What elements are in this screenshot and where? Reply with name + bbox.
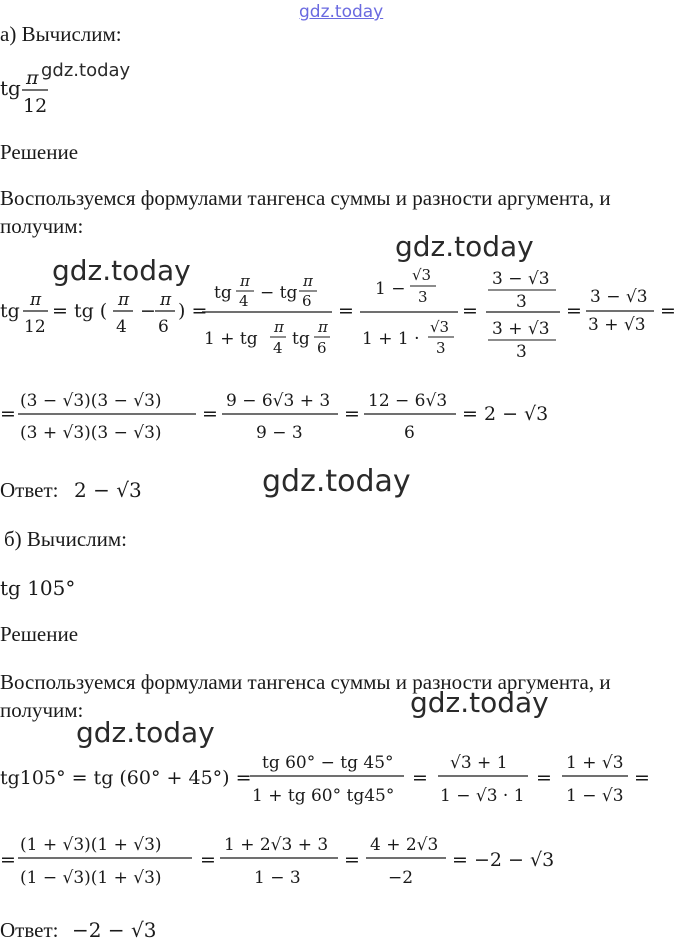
svg-text:=: = <box>202 403 218 425</box>
svg-text:=: = <box>462 300 478 322</box>
svg-text:= tg (: = tg ( <box>52 300 108 322</box>
part-b-formula-line2 <box>0 828 682 903</box>
part-b-formula-line1 <box>0 746 682 821</box>
svg-text:tg105° = tg (60° + 45°) =: tg105° = tg (60° + 45°) = <box>0 767 252 789</box>
svg-text:1 − √3: 1 − √3 <box>566 786 624 806</box>
svg-text:tg: tg <box>0 300 20 322</box>
svg-text:1 + √3: 1 + √3 <box>566 753 624 773</box>
svg-text:=: = <box>200 849 216 871</box>
svg-text:3 + √3: 3 + √3 <box>588 315 646 335</box>
part-b-solution-label: Решение <box>0 622 79 646</box>
watermark-a2: gdz.today <box>52 254 191 287</box>
part-a-intro-line1: Воспользуемся формулами тангенса суммы и разности аргумента, и <box>0 186 611 210</box>
svg-text:π: π <box>26 67 39 89</box>
svg-text:=: = <box>344 403 360 425</box>
svg-text:=: = <box>344 849 360 871</box>
svg-text:1 + 2√3 + 3: 1 + 2√3 + 3 <box>224 835 329 855</box>
svg-text:π: π <box>274 318 284 336</box>
svg-text:= 2 − √3: = 2 − √3 <box>462 403 549 425</box>
svg-text:3 + √3: 3 + √3 <box>492 319 550 339</box>
svg-text:− tg: − tg <box>260 283 298 303</box>
svg-text:π: π <box>30 290 42 310</box>
svg-text:=: = <box>634 767 650 789</box>
svg-text:3: 3 <box>436 339 446 357</box>
svg-text:= −2 − √3: = −2 − √3 <box>452 849 555 871</box>
svg-text:3 − √3: 3 − √3 <box>590 287 648 307</box>
watermark-b1: gdz.today <box>410 686 549 719</box>
svg-text:√3: √3 <box>412 266 432 284</box>
svg-text:π: π <box>318 318 328 336</box>
svg-text:tg 60° − tg 45°: tg 60° − tg 45° <box>262 753 394 773</box>
part-b-answer-label: Ответ: <box>0 918 59 942</box>
part-b-intro-line1: Воспользуемся формулами тангенса суммы и разности аргумента, и <box>0 670 611 694</box>
svg-text:1 + tg: 1 + tg <box>204 329 258 349</box>
svg-text:9 − 6√3 + 3: 9 − 6√3 + 3 <box>226 391 331 411</box>
svg-text:(1 − √3)(1 + √3): (1 − √3)(1 + √3) <box>20 868 162 888</box>
svg-text:=: = <box>660 300 676 322</box>
svg-text:=: = <box>536 767 552 789</box>
svg-text:tg: tg <box>0 76 21 100</box>
svg-text:1 −: 1 − <box>375 279 406 299</box>
svg-text:√3 + 1: √3 + 1 <box>450 753 508 773</box>
svg-text:π: π <box>303 272 313 290</box>
svg-text:1 + tg 60° tg45°: 1 + tg 60° tg45° <box>252 786 395 806</box>
svg-text:1 − √3 · 1: 1 − √3 · 1 <box>440 786 525 806</box>
svg-text:12: 12 <box>24 317 46 337</box>
watermark-b2: gdz.today <box>76 716 215 749</box>
svg-text:π: π <box>160 290 172 310</box>
part-b-expression: tg 105° <box>0 576 76 600</box>
part-a-heading: а) Вычислим: <box>0 22 122 46</box>
svg-text:=: = <box>412 767 428 789</box>
svg-text:tg: tg <box>214 283 232 303</box>
watermark-small: gdz.today <box>41 60 131 81</box>
svg-text:=: = <box>0 403 16 425</box>
svg-text:) =: ) = <box>178 300 208 322</box>
part-a-formula-line2 <box>0 380 682 455</box>
svg-text:4: 4 <box>116 317 127 337</box>
svg-text:6: 6 <box>317 339 327 357</box>
part-a-intro-line2: получим: <box>0 214 84 238</box>
part-a-formula-line1 <box>0 262 682 367</box>
part-a-solution-label: Решение <box>0 140 79 164</box>
svg-text:√3: √3 <box>430 318 450 336</box>
svg-text:4: 4 <box>273 339 283 357</box>
watermark-top[interactable]: gdz.today <box>299 2 384 22</box>
part-b-intro-line2: получим: <box>0 698 84 722</box>
svg-text:12 − 6√3: 12 − 6√3 <box>368 391 448 411</box>
watermark-a3: gdz.today <box>262 464 411 499</box>
svg-text:(1 + √3)(1 + √3): (1 + √3)(1 + √3) <box>20 835 162 855</box>
svg-text:=: = <box>566 300 582 322</box>
svg-text:9 − 3: 9 − 3 <box>256 423 303 443</box>
svg-text:6: 6 <box>302 292 312 310</box>
svg-text:1 + 1 ·: 1 + 1 · <box>362 329 420 349</box>
svg-text:12: 12 <box>23 95 48 117</box>
svg-text:3 − √3: 3 − √3 <box>492 269 550 289</box>
svg-text:(3 − √3)(3 − √3): (3 − √3)(3 − √3) <box>20 391 162 411</box>
part-b-heading: б) Вычислим: <box>4 527 128 551</box>
part-a-answer-label: Ответ: <box>0 478 59 502</box>
svg-text:π: π <box>118 290 130 310</box>
svg-text:6: 6 <box>404 423 415 443</box>
svg-text:4: 4 <box>239 292 249 310</box>
svg-text:=: = <box>338 300 354 322</box>
part-b-answer-value: −2 − √3 <box>72 918 157 942</box>
svg-text:1 − 3: 1 − 3 <box>254 868 301 888</box>
part-a-answer-value: 2 − √3 <box>74 478 142 502</box>
svg-text:−2: −2 <box>388 868 414 888</box>
svg-text:tg: tg <box>292 329 310 349</box>
watermark-a1: gdz.today <box>395 230 534 263</box>
svg-text:3: 3 <box>516 292 527 312</box>
svg-text:3: 3 <box>516 342 527 362</box>
svg-text:6: 6 <box>158 317 169 337</box>
svg-text:4 + 2√3: 4 + 2√3 <box>370 835 439 855</box>
svg-text:=: = <box>0 849 16 871</box>
svg-text:π: π <box>240 272 250 290</box>
svg-text:(3 + √3)(3 − √3): (3 + √3)(3 − √3) <box>20 423 162 443</box>
svg-text:3: 3 <box>418 288 428 306</box>
svg-text:−: − <box>140 300 156 322</box>
